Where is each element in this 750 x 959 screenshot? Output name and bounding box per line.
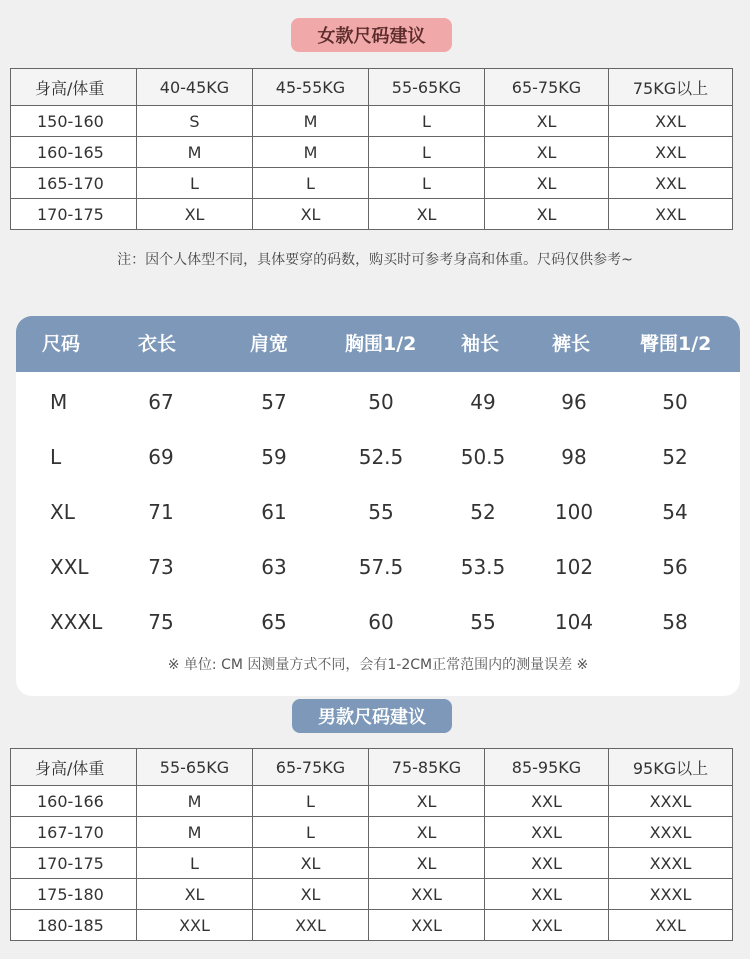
- measurement-cell: 104: [554, 610, 594, 634]
- table-header-row: [11, 69, 733, 106]
- table-row: [11, 879, 733, 910]
- size-cell: XXXL: [609, 817, 733, 848]
- size-cell: S: [137, 106, 253, 137]
- men-size-table: [10, 748, 733, 941]
- measurement-cell: 69: [148, 445, 174, 469]
- size-cell: L: [137, 848, 253, 879]
- size-cell: L: [369, 168, 485, 199]
- column-header: 55-65KG: [137, 749, 253, 786]
- size-cell: XXXL: [609, 848, 733, 879]
- size-cell: L: [369, 137, 485, 168]
- size-cell: XL: [369, 848, 485, 879]
- measurement-cell: 54: [662, 500, 688, 524]
- measurement-cell: 71: [148, 500, 174, 524]
- size-cell: XXL: [485, 879, 609, 910]
- table-row: [11, 910, 733, 941]
- size-cell: M: [137, 786, 253, 817]
- men-size-title: 男款尺码建议: [292, 699, 452, 733]
- size-chart-column-header: 衣长: [138, 333, 177, 355]
- table-header-row: [11, 749, 733, 786]
- measurement-cell: 53.5: [460, 555, 506, 579]
- column-header: 身高/体重: [11, 69, 137, 106]
- measurement-cell: 57.5: [358, 555, 404, 579]
- size-cell: L: [253, 786, 369, 817]
- measurement-cell: 61: [261, 500, 287, 524]
- table-row: [11, 786, 733, 817]
- size-cell: XL: [369, 199, 485, 230]
- size-cell: L: [369, 106, 485, 137]
- women-size-table: [10, 68, 733, 230]
- measurement-cell: 50: [662, 390, 688, 414]
- measurement-cell: 63: [261, 555, 287, 579]
- height-range-cell: 175-180: [11, 879, 137, 910]
- height-range-cell: 170-175: [11, 199, 137, 230]
- size-cell: XL: [253, 199, 369, 230]
- size-chart-card: [16, 316, 740, 696]
- women-size-note: 注：因个人体型不同，具体要穿的码数，购买时可参考身高和体重。尺码仅供参考~: [117, 252, 633, 268]
- size-cell: XL: [485, 168, 609, 199]
- size-cell: XL: [137, 879, 253, 910]
- size-cell: XXXL: [609, 786, 733, 817]
- table-row: [11, 137, 733, 168]
- size-cell: XXXL: [609, 879, 733, 910]
- measurement-cell: 50.5: [460, 445, 506, 469]
- measurement-cell: 55: [470, 610, 496, 634]
- column-header: 身高/体重: [11, 749, 137, 786]
- measurement-cell: 55: [368, 500, 394, 524]
- measurement-cell: 75: [148, 610, 174, 634]
- height-range-cell: 160-165: [11, 137, 137, 168]
- size-label-cell: XXXL: [50, 610, 103, 634]
- height-range-cell: 180-185: [11, 910, 137, 941]
- measurement-cell: 52.5: [358, 445, 404, 469]
- table-row: [11, 199, 733, 230]
- height-range-cell: 167-170: [11, 817, 137, 848]
- table-row: [11, 848, 733, 879]
- measurement-cell: 60: [368, 610, 394, 634]
- measurement-cell: 73: [148, 555, 174, 579]
- column-header: 75KG以上: [609, 69, 733, 106]
- height-range-cell: 165-170: [11, 168, 137, 199]
- measurement-cell: 98: [561, 445, 587, 469]
- size-chart-note: ※ 单位: CM 因测量方式不同，会有1-2CM正常范围内的测量误差 ※: [167, 657, 589, 673]
- size-cell: XL: [253, 879, 369, 910]
- column-header: 40-45KG: [137, 69, 253, 106]
- size-cell: XXL: [609, 199, 733, 230]
- measurement-cell: 57: [261, 390, 287, 414]
- column-header: 45-55KG: [253, 69, 369, 106]
- column-header: 85-95KG: [485, 749, 609, 786]
- size-cell: XL: [369, 817, 485, 848]
- women-size-title: 女款尺码建议: [291, 18, 452, 52]
- height-range-cell: 160-166: [11, 786, 137, 817]
- column-header: 55-65KG: [369, 69, 485, 106]
- size-cell: XXL: [485, 786, 609, 817]
- measurement-cell: 96: [561, 390, 587, 414]
- column-header: 65-75KG: [253, 749, 369, 786]
- measurement-cell: 102: [554, 555, 594, 579]
- height-range-cell: 150-160: [11, 106, 137, 137]
- size-cell: XL: [485, 137, 609, 168]
- size-cell: M: [137, 137, 253, 168]
- measurement-cell: 67: [148, 390, 174, 414]
- size-cell: XXL: [253, 910, 369, 941]
- table-row: [11, 817, 733, 848]
- measurement-cell: 58: [662, 610, 688, 634]
- table-row: [11, 106, 733, 137]
- size-cell: XL: [369, 786, 485, 817]
- size-cell: M: [253, 137, 369, 168]
- size-cell: XXL: [137, 910, 253, 941]
- size-cell: XXL: [609, 168, 733, 199]
- size-chart-column-header: 尺码: [42, 333, 81, 355]
- size-cell: XL: [485, 199, 609, 230]
- size-cell: XXL: [369, 910, 485, 941]
- size-cell: L: [137, 168, 253, 199]
- size-chart-column-header: 袖长: [461, 333, 500, 355]
- size-label-cell: XL: [50, 500, 75, 524]
- column-header: 65-75KG: [485, 69, 609, 106]
- size-cell: M: [253, 106, 369, 137]
- size-chart-header: [16, 316, 740, 372]
- size-chart-column-header: 臀围1/2: [640, 333, 712, 355]
- measurement-cell: 52: [662, 445, 688, 469]
- measurement-cell: 56: [662, 555, 688, 579]
- size-cell: XL: [253, 848, 369, 879]
- size-chart-column-header: 裤长: [552, 333, 591, 355]
- size-cell: XXL: [369, 879, 485, 910]
- size-cell: XL: [137, 199, 253, 230]
- measurement-cell: 59: [261, 445, 287, 469]
- size-chart-column-header: 肩宽: [250, 333, 289, 355]
- size-cell: XXL: [485, 817, 609, 848]
- height-range-cell: 170-175: [11, 848, 137, 879]
- size-cell: M: [137, 817, 253, 848]
- size-cell: XXL: [485, 910, 609, 941]
- size-cell: XL: [485, 106, 609, 137]
- measurement-cell: 49: [470, 390, 496, 414]
- measurement-cell: 52: [470, 500, 496, 524]
- measurement-cell: 65: [261, 610, 287, 634]
- size-label-cell: XXL: [50, 555, 89, 579]
- size-chart-column-header: 胸围1/2: [345, 333, 417, 355]
- measurement-cell: 100: [554, 500, 594, 524]
- size-cell: L: [253, 817, 369, 848]
- size-cell: XXL: [609, 137, 733, 168]
- table-row: [11, 168, 733, 199]
- size-label-cell: L: [50, 445, 62, 469]
- column-header: 75-85KG: [369, 749, 485, 786]
- column-header: 95KG以上: [609, 749, 733, 786]
- measurement-cell: 50: [368, 390, 394, 414]
- size-cell: XXL: [609, 106, 733, 137]
- size-label-cell: M: [50, 390, 68, 414]
- size-cell: XXL: [485, 848, 609, 879]
- size-cell: XXL: [609, 910, 733, 941]
- size-cell: L: [253, 168, 369, 199]
